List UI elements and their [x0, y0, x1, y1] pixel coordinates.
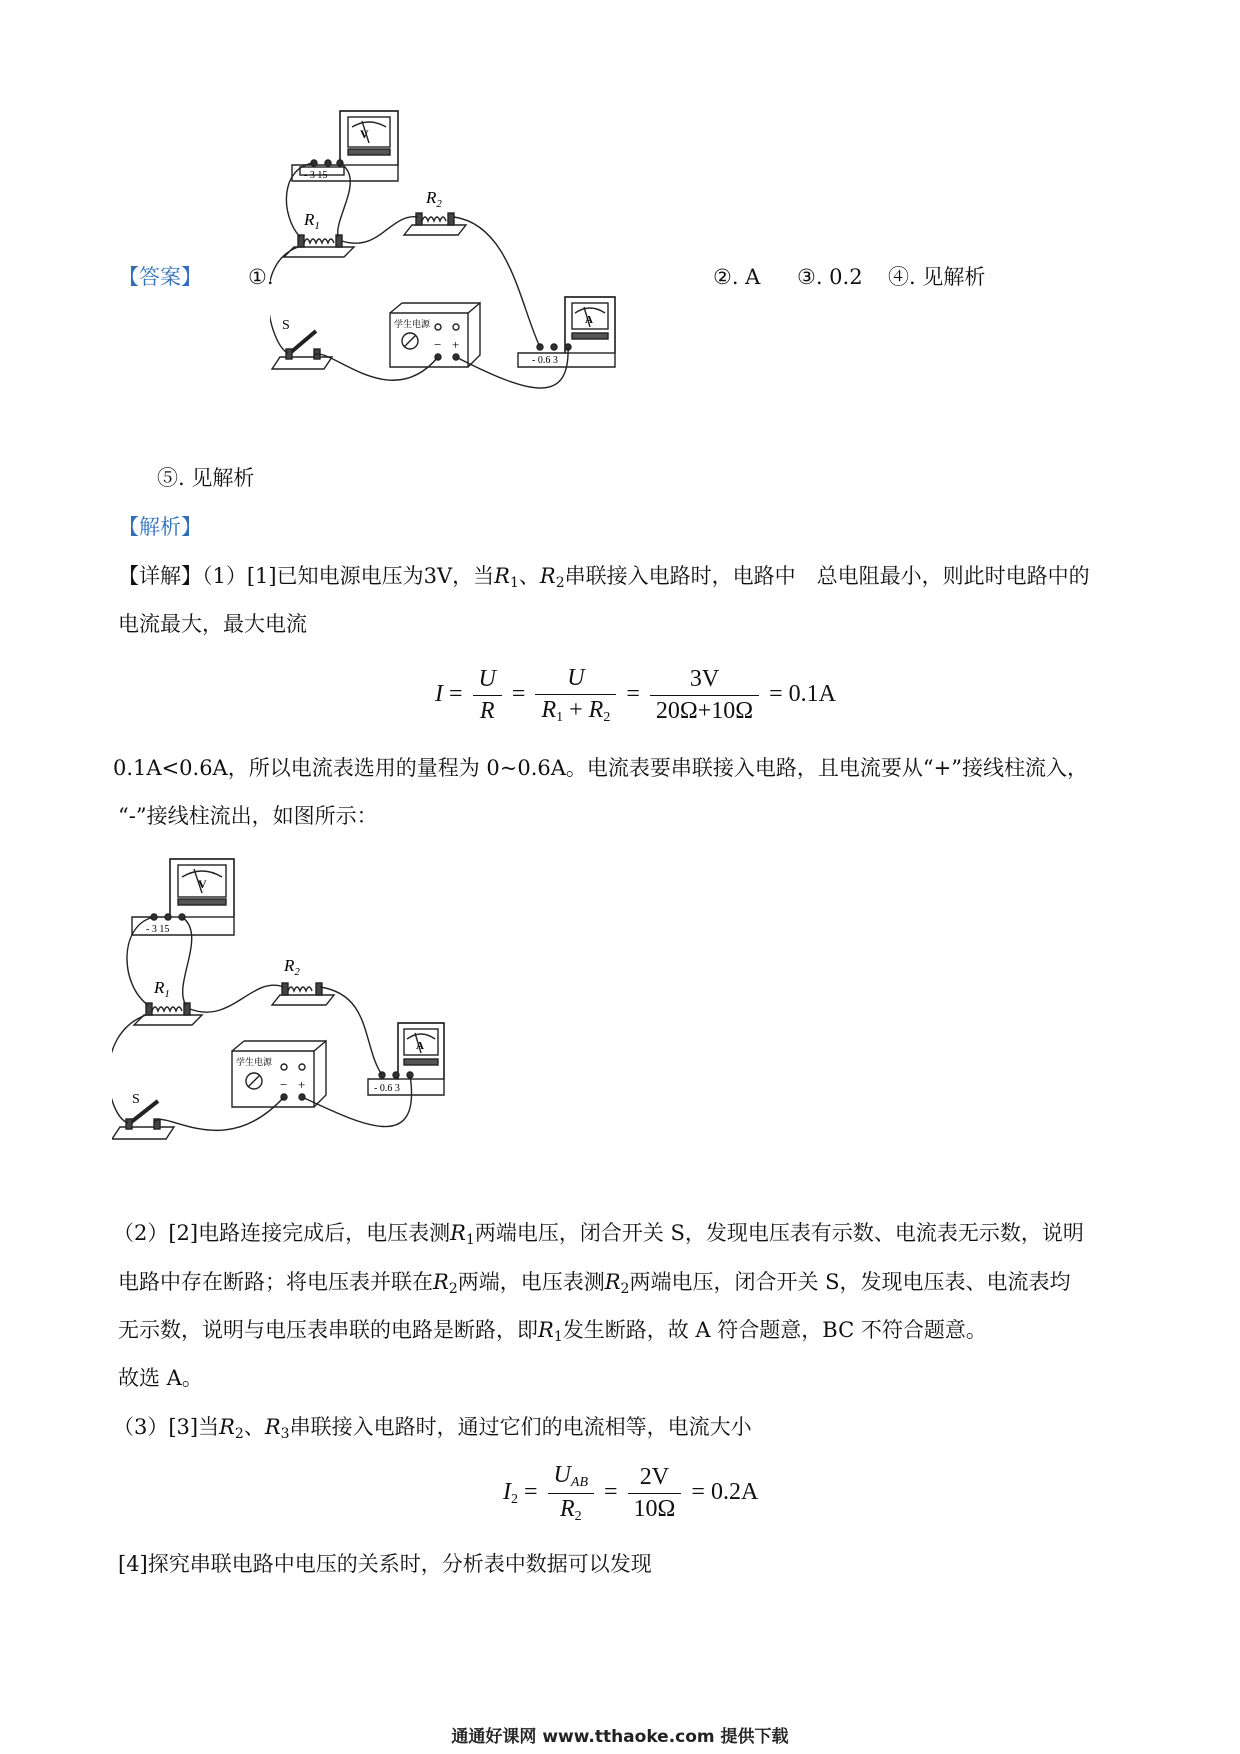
ammeter-scale: - 0.6 3 — [532, 355, 558, 366]
ammeter-scale: - 0.6 3 — [374, 1083, 400, 1094]
plus-label: + — [452, 337, 460, 352]
minus-label: − — [434, 337, 442, 352]
wire — [182, 917, 192, 1005]
r1-label: $R_1$ — [154, 978, 170, 1000]
wire — [112, 1015, 146, 1123]
circuit-diagram-explanation — [112, 855, 502, 1185]
ammeter-letter: A — [585, 314, 593, 326]
switch-board — [112, 1127, 174, 1139]
detail-line-1: 【详解】（1）[1]已知电源电压为3V，当$R_1$、$R_2$串联接入电路时，电路中 总电阻最小，则此时电路中的 — [118, 564, 1090, 591]
answer-item-2: ②. A — [713, 265, 761, 289]
formula-max-current: I = $\frac{U}{R}$ = $\frac{U}{R_1 + R_2}$ = $\frac{3V}{20\Omega+10\Omega}$ = 0.1A — [435, 665, 836, 725]
power-supply-label: 学生电源 — [394, 319, 431, 329]
answer-item-3: ③. 0.2 — [797, 265, 863, 289]
power-supply-body — [232, 1041, 326, 1107]
switch-board — [272, 357, 332, 369]
r2-board — [404, 225, 466, 235]
part2-line-2: 电路中存在断路；将电压表并联在$R_2$两端，电压表测$R_2$两端电压，闭合开关 S，发现电压表、电流表均 — [118, 1270, 1071, 1297]
voltmeter-scale: - 3 15 — [304, 170, 328, 181]
r1-board — [134, 1015, 202, 1025]
circuit-diagram-answer — [270, 105, 690, 450]
voltmeter-scale: - 3 15 — [146, 924, 170, 935]
answer-label: 【答案】 — [118, 265, 202, 289]
detail-line-3: 0.1A<0.6A，所以电流表选用的量程为 0~0.6A。电流表要串联接入电路，且电流要从“+”接线柱流入， — [113, 756, 1088, 780]
detail-line-4: “-”接线柱流出，如图所示： — [118, 804, 378, 828]
r1-label: $R_1$ — [304, 210, 320, 232]
voltmeter-letter: V — [198, 877, 207, 891]
part3-line-1: （3）[3]当$R_2$、$R_3$串联接入电路时，通过它们的电流相等，电流大小 — [113, 1415, 752, 1442]
switch-label: S — [132, 1092, 140, 1107]
r2-label: $R_2$ — [426, 188, 442, 210]
wire — [342, 217, 418, 244]
formula-current-i2: $I_2$ = $\frac{U_{AB}}{R_2}$ = $\frac{2V}{10\Omega}$ = 0.2A — [503, 1462, 759, 1524]
footer-source[interactable]: 通通好课网 www.tthaoke.com 提供下载 — [451, 1727, 789, 1747]
plus-label: + — [298, 1077, 306, 1092]
ammeter-letter: A — [416, 1040, 424, 1052]
part2-line-1: （2）[2]电路连接完成后，电压表测$R_1$两端电压，闭合开关 S，发现电压表有示数、电流表无示数，说明 — [113, 1221, 1084, 1248]
minus-label: − — [280, 1077, 288, 1092]
r2-board — [272, 995, 334, 1005]
answer-item-5: ⑤. 见解析 — [157, 466, 255, 490]
wire — [454, 217, 540, 347]
r2-label: $R_2$ — [284, 956, 300, 978]
switch-label: S — [282, 318, 290, 333]
wire — [190, 985, 284, 1012]
part2-line-4: 故选 A。 — [118, 1366, 203, 1390]
voltmeter-letter: V — [360, 127, 369, 141]
answer-item-4: ④. 见解析 — [888, 265, 986, 289]
part3-line-2: [4]探究串联电路中电压的关系时，分析表中数据可以发现 — [118, 1552, 652, 1576]
detail-line-2: 电流最大，最大电流 — [118, 612, 307, 636]
wire — [154, 1097, 284, 1130]
analysis-label: 【解析】 — [118, 515, 202, 539]
part2-line-3: 无示数，说明与电压表串联的电路是断路，即$R_1$发生断路，故 A 符合题意，BC 不符合题意。 — [118, 1318, 987, 1345]
power-supply-label: 学生电源 — [236, 1057, 273, 1067]
wire — [270, 247, 298, 353]
answer-item-1: ①. — [248, 265, 274, 289]
